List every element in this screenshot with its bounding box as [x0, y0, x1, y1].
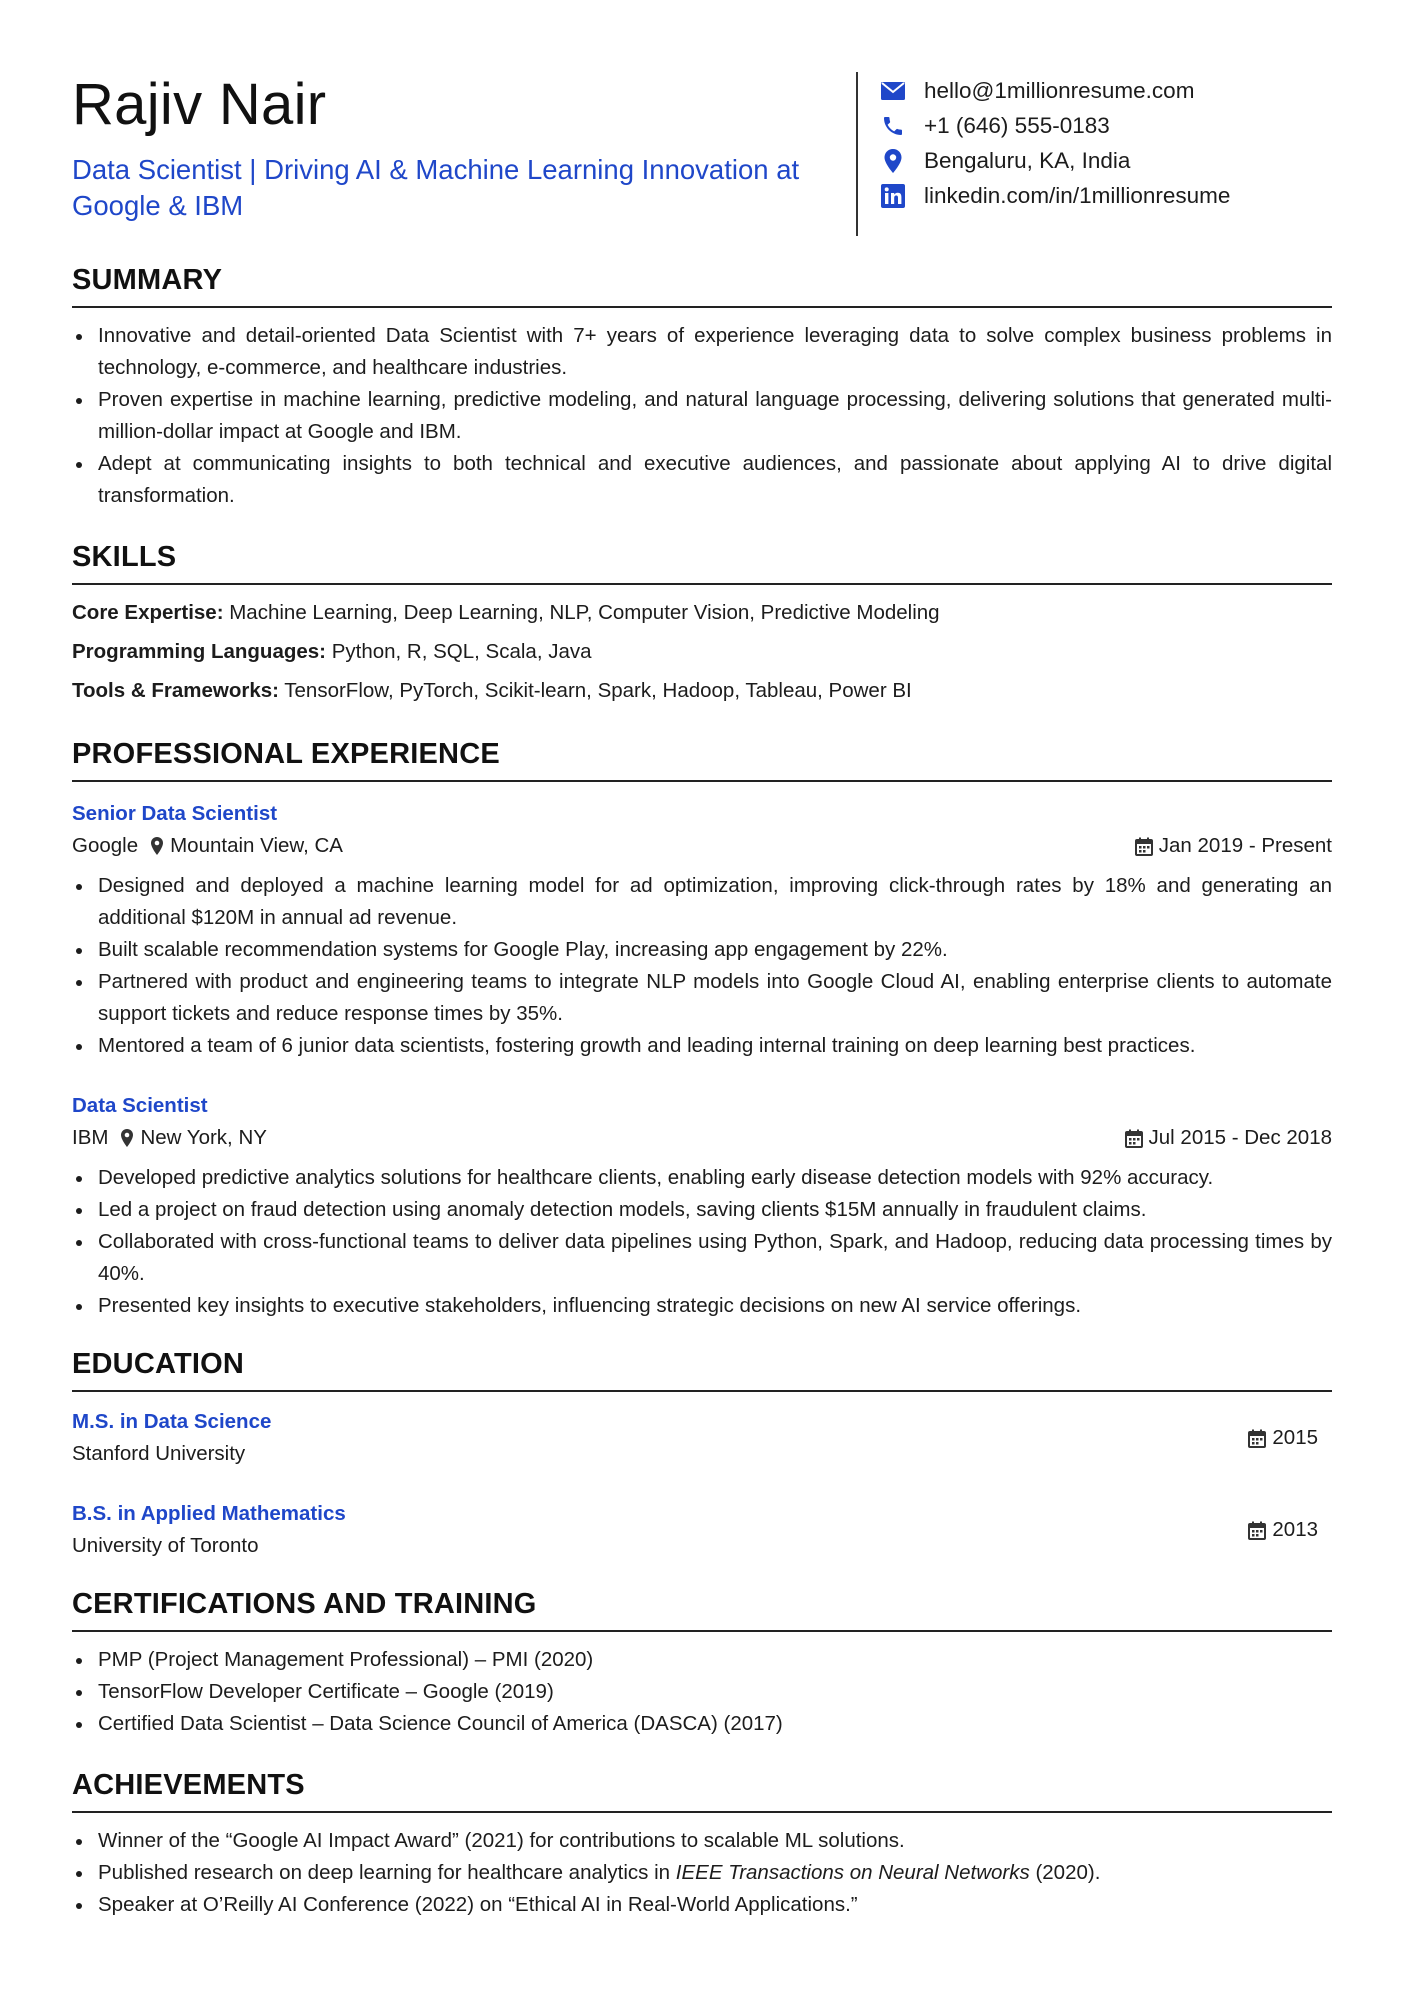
section-divider	[72, 1811, 1332, 1813]
job-entry	[72, 798, 1332, 1062]
section-title: ACHIEVEMENTS	[72, 1769, 305, 1801]
achievement-text: Published research on deep learning for healthcare analytics in	[98, 1861, 676, 1884]
linkedin-icon	[878, 183, 908, 209]
list-item	[72, 1825, 1332, 1857]
education-entry	[72, 1406, 1332, 1470]
achievement-text-tail: (2020).	[1029, 1861, 1101, 1884]
education-entry	[72, 1498, 1332, 1562]
list-item: Mentored a team of 6 junior data scientists, fostering growth and leading internal training on deep learning best practices.	[72, 1030, 1332, 1062]
list-item: Certified Data Scientist – Data Science Council of America (DASCA) (2017)	[72, 1708, 1332, 1740]
contact-linkedin[interactable]	[878, 178, 1230, 213]
job-bullets	[72, 1162, 1332, 1322]
job-meta	[72, 830, 1332, 862]
education-school: University of Toronto	[72, 1534, 259, 1557]
contact-phone-text: +1 (646) 555-0183	[924, 112, 1110, 138]
summary-section	[72, 262, 1332, 512]
list-item: Proven expertise in machine learning, predictive modeling, and natural language processing, delivering solutions that generated multi-million-dollar impact at Google and IBM.	[72, 384, 1332, 448]
calendar-icon	[1248, 1429, 1266, 1448]
candidate-headline: Data Scientist | Driving AI & Machine Learning Innovation at Google & IBM	[72, 154, 800, 221]
calendar-icon	[1135, 837, 1153, 856]
skill-label: Programming Languages:	[72, 640, 327, 663]
education-year	[1248, 1498, 1318, 1562]
resume-header	[72, 0, 1332, 236]
skill-value: Python, R, SQL, Scala, Java	[331, 640, 592, 663]
job-company: IBM	[72, 1126, 109, 1149]
summary-list	[72, 320, 1332, 512]
section-title: EDUCATION	[72, 1348, 245, 1380]
job-location: Mountain View, CA	[170, 834, 343, 857]
list-item	[72, 1889, 1332, 1921]
skill-value: Machine Learning, Deep Learning, NLP, Computer Vision, Predictive Modeling	[229, 601, 940, 624]
education-degree: B.S. in Applied Mathematics	[72, 1502, 346, 1525]
education-year	[1248, 1406, 1318, 1470]
job-bullets	[72, 870, 1332, 1062]
contact-email-text: hello@1millionresume.com	[924, 77, 1195, 103]
skill-label: Tools & Frameworks:	[72, 679, 279, 702]
list-item: TensorFlow Developer Certificate – Google (2019)	[72, 1676, 1332, 1708]
education-school: Stanford University	[72, 1442, 246, 1465]
job-entry	[72, 1090, 1332, 1322]
candidate-name: Rajiv Nair	[72, 72, 327, 137]
skill-row	[72, 593, 1332, 632]
section-divider	[72, 1630, 1332, 1632]
section-title: SUMMARY	[72, 264, 223, 296]
list-item: Led a project on fraud detection using anomaly detection models, saving clients $15M annually in fraudulent claims.	[72, 1194, 1332, 1226]
phone-icon	[878, 113, 908, 139]
certifications-list	[72, 1644, 1332, 1740]
section-divider	[72, 780, 1332, 782]
list-item: Partnered with product and engineering teams to integrate NLP models into Google Cloud AI, enabling enterprise clients to automate support tickets and reduce response times by 35%.	[72, 966, 1332, 1030]
section-divider	[72, 583, 1332, 585]
job-location: New York, NY	[140, 1126, 267, 1149]
list-item: Designed and deployed a machine learning model for ad optimization, improving click-through rates by 18% and generating an additional $120M in annual ad revenue.	[72, 870, 1332, 934]
education-degree: M.S. in Data Science	[72, 1410, 272, 1433]
section-divider	[72, 306, 1332, 308]
skill-value: TensorFlow, PyTorch, Scikit-learn, Spark, Hadoop, Tableau, Power BI	[284, 679, 912, 702]
section-title: CERTIFICATIONS AND TRAINING	[72, 1588, 537, 1620]
skill-row	[72, 632, 1332, 671]
experience-section	[72, 736, 1332, 1322]
contact-location-text: Bengaluru, KA, India	[924, 147, 1131, 173]
achievement-text: Speaker at O’Reilly AI Conference (2022) on “Ethical AI in Real-World Applications.”	[98, 1893, 858, 1916]
list-item: PMP (Project Management Professional) – PMI (2020)	[72, 1644, 1332, 1676]
calendar-icon	[1248, 1521, 1266, 1540]
publication-title: IEEE Transactions on Neural Networks	[675, 1861, 1030, 1884]
education-year-text: 2015	[1272, 1426, 1318, 1449]
skill-row	[72, 671, 1332, 710]
contact-phone[interactable]	[878, 108, 1230, 143]
contact-linkedin-text: linkedin.com/in/1millionresume	[924, 182, 1231, 208]
contact-list	[878, 73, 1230, 213]
achievements-section	[72, 1767, 1332, 1921]
certifications-section	[72, 1586, 1332, 1740]
section-title: PROFESSIONAL EXPERIENCE	[72, 738, 500, 770]
list-item: Presented key insights to executive stakeholders, influencing strategic decisions on new AI service offerings.	[72, 1290, 1332, 1322]
job-title: Data Scientist	[72, 1094, 208, 1117]
location-pin-icon	[120, 1128, 134, 1148]
job-dates-text: Jan 2019 - Present	[1158, 834, 1332, 857]
job-meta	[72, 1122, 1332, 1154]
location-pin-icon	[150, 836, 164, 856]
job-dates	[1135, 830, 1332, 862]
section-title: SKILLS	[72, 541, 177, 573]
list-item: Developed predictive analytics solutions for healthcare clients, enabling early disease detection models with 92% accuracy.	[72, 1162, 1332, 1194]
contact-email[interactable]	[878, 73, 1230, 108]
job-dates-text: Jul 2015 - Dec 2018	[1148, 1126, 1332, 1149]
job-title: Senior Data Scientist	[72, 802, 278, 825]
section-divider	[72, 1390, 1332, 1392]
job-dates	[1125, 1122, 1332, 1154]
location-icon	[878, 148, 908, 174]
list-item: Adept at communicating insights to both technical and executive audiences, and passionate about applying AI to drive digital transformation.	[72, 448, 1332, 512]
skills-section	[72, 539, 1332, 710]
education-section	[72, 1346, 1332, 1562]
email-icon	[878, 78, 908, 104]
calendar-icon	[1125, 1129, 1143, 1148]
skill-label: Core Expertise:	[72, 601, 224, 624]
education-year-text: 2013	[1272, 1518, 1318, 1541]
achievement-text: Winner of the “Google AI Impact Award” (2021) for contributions to scalable ML solutions.	[98, 1829, 905, 1852]
job-company: Google	[72, 834, 139, 857]
achievements-list	[72, 1825, 1332, 1921]
resume-page	[72, 0, 1332, 1916]
contact-location	[878, 143, 1230, 178]
list-item: Built scalable recommendation systems for Google Play, increasing app engagement by 22%.	[72, 934, 1332, 966]
list-item: Innovative and detail-oriented Data Scientist with 7+ years of experience leveraging data to solve complex business problems in technology, e-commerce, and healthcare industries.	[72, 320, 1332, 384]
list-item: Collaborated with cross-functional teams to deliver data pipelines using Python, Spark, and Hadoop, reducing data processing times by 40%.	[72, 1226, 1332, 1290]
header-divider	[856, 72, 858, 236]
list-item	[72, 1857, 1332, 1889]
